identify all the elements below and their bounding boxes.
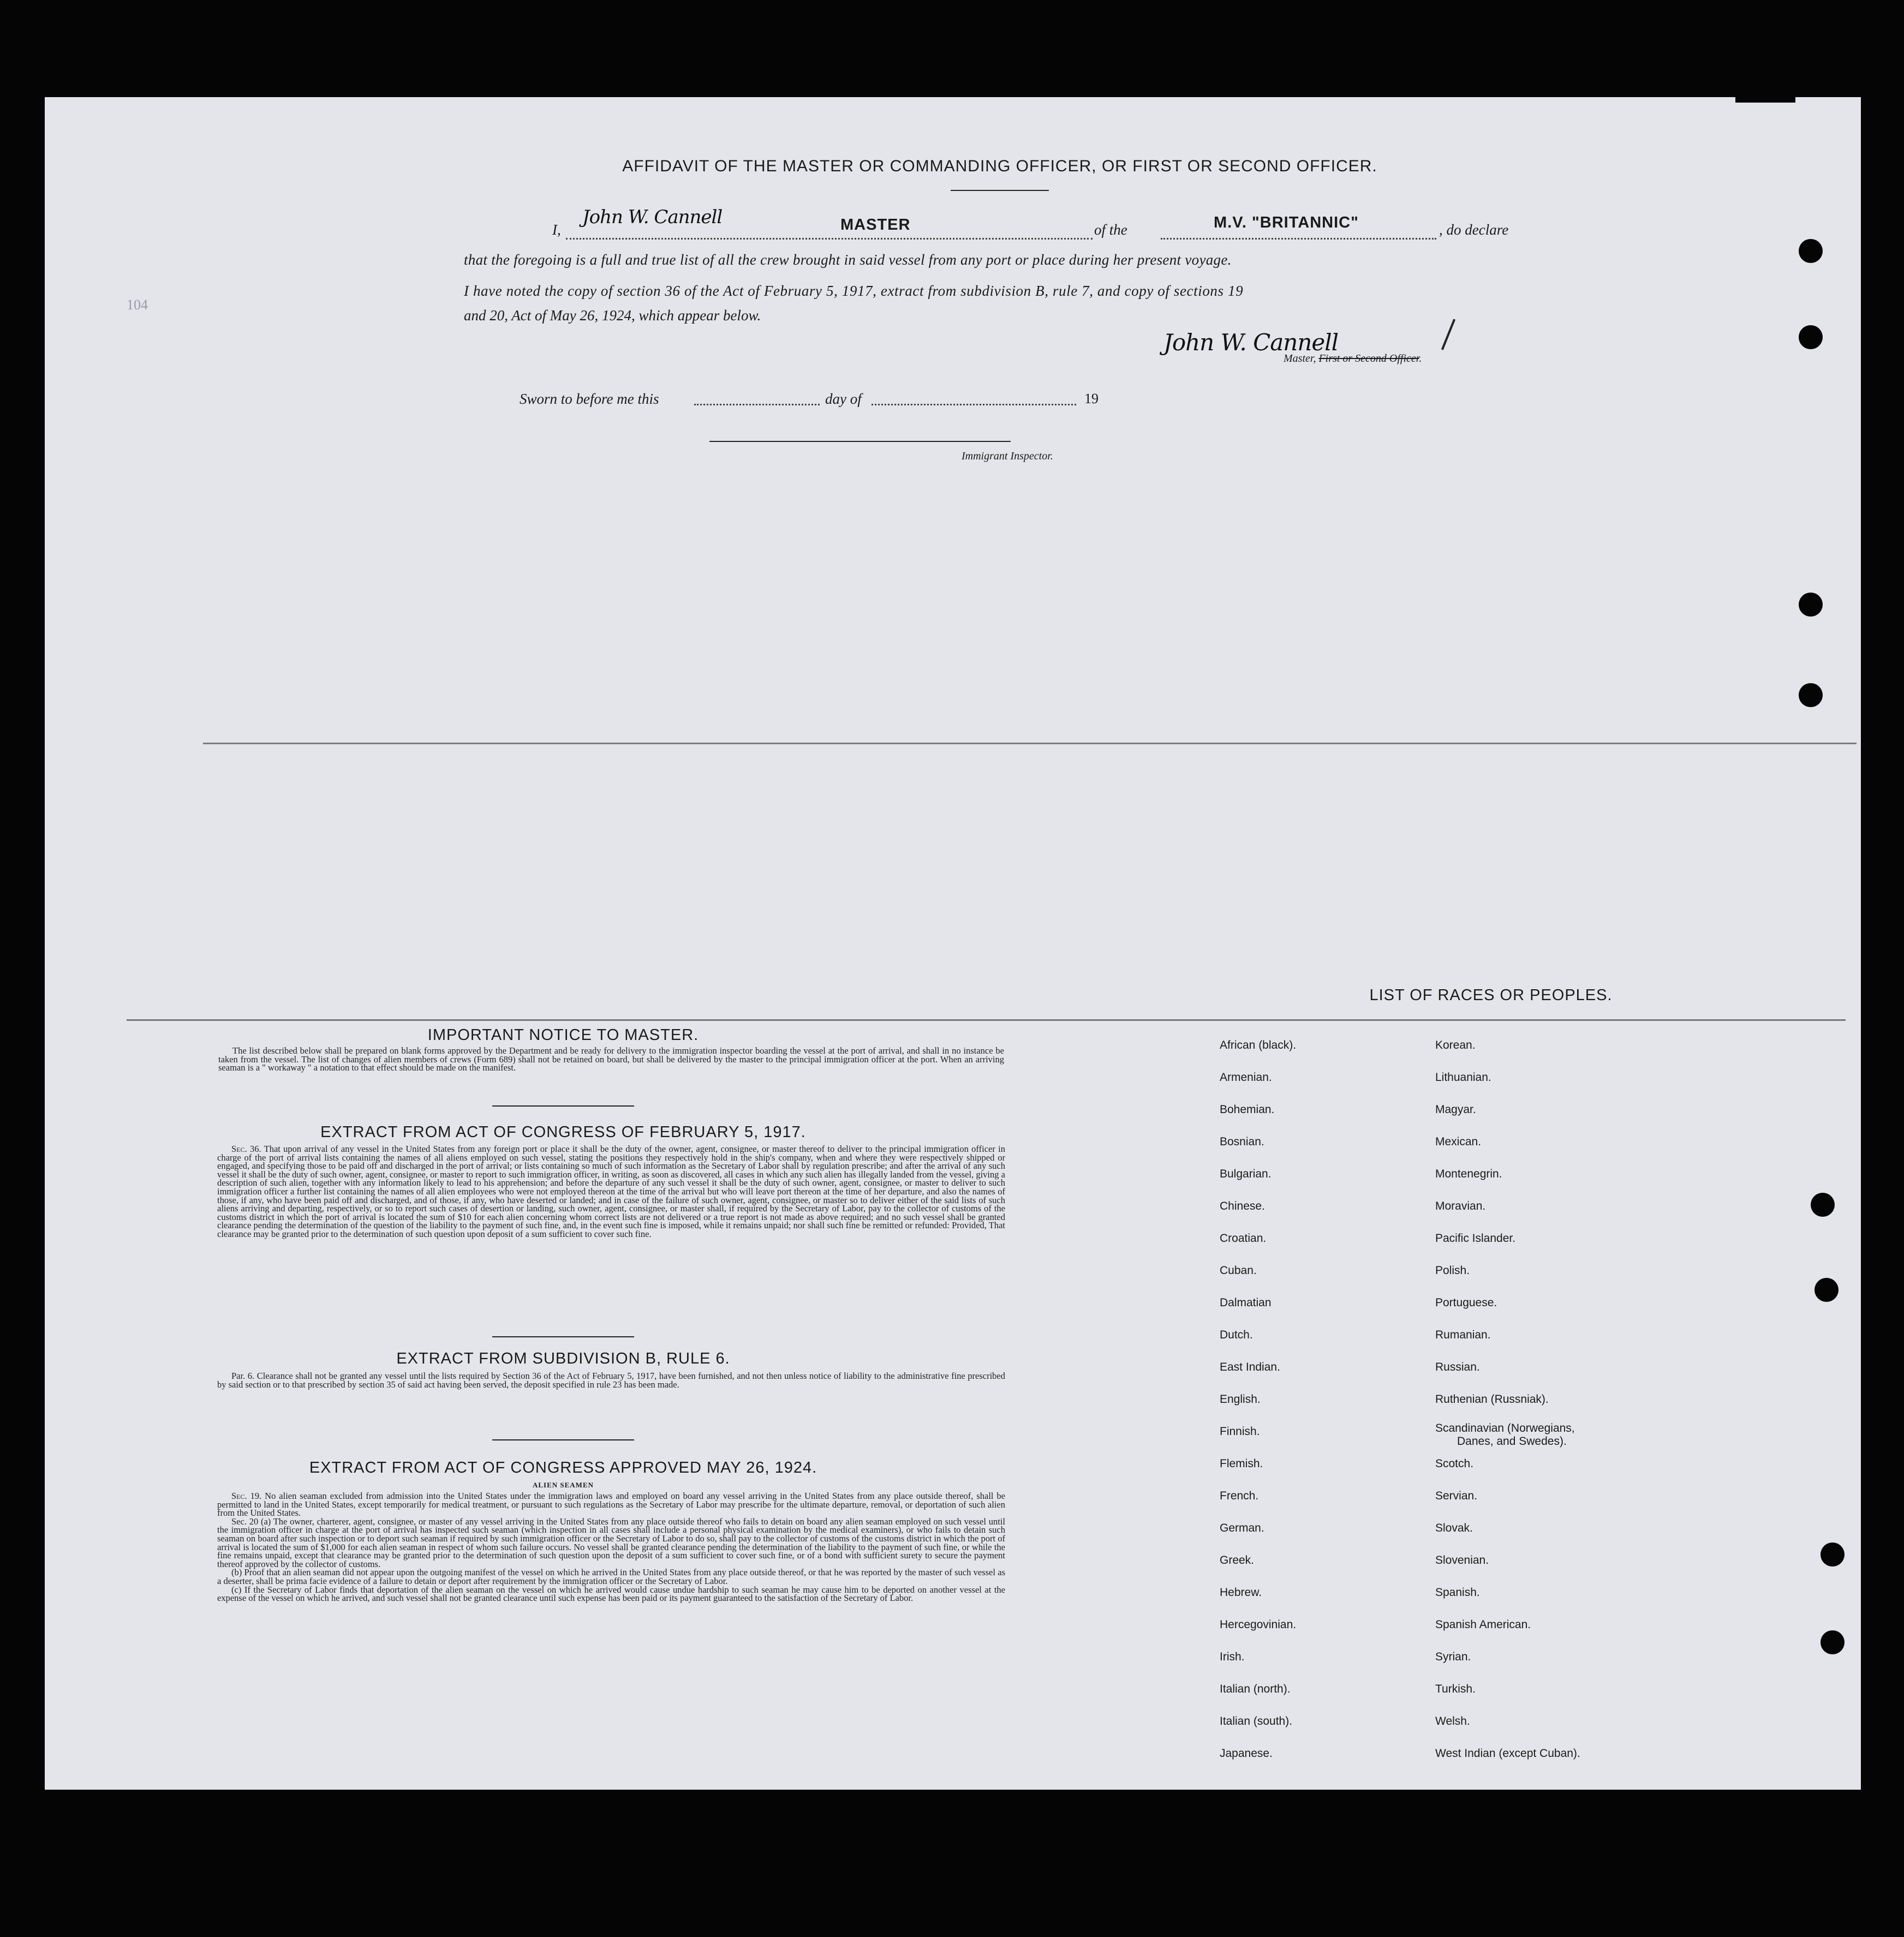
par-6-text: Clearance shall not be granted any vessel until the lists required by Section 36 of the Act of February 5, 1917, have been furnished, and not then unless notice of liability to the administrative fine prescribed by said section or to that prescribed by section 35 of said act having been served, the deposit specified in rule 23 has been made.	[217, 1371, 1005, 1390]
punch-hole	[1821, 1543, 1845, 1567]
race-right-item: Welsh.	[1435, 1715, 1470, 1727]
race-right-item: Slovak.	[1435, 1522, 1473, 1534]
races-title: LIST OF RACES OR PEOPLES.	[1369, 987, 1613, 1004]
sec-19-text	[217, 1492, 1005, 1517]
race-right-item: Syrian.	[1435, 1651, 1471, 1663]
race-right-item: Slovenian.	[1435, 1554, 1489, 1567]
race-right-item-cont: Danes, and Swedes).	[1457, 1435, 1567, 1448]
race-left-item: German.	[1220, 1522, 1264, 1534]
extract-1924-subtitle: ALIEN SEAMEN	[532, 1481, 594, 1489]
sec-19-label: Sec. 19.	[231, 1491, 262, 1501]
of-the-label: of the	[1094, 222, 1127, 238]
sec-20a-text: Sec. 20 (a) The owner, charterer, agent, consignee, or master of any vessel arriving in the United States from any place outside thereof who fails to detain on board any alien seaman employed on such vessel until the immigration officer in charge at the port of arrival has inspected such seaman (which inspection in all cases shall include a personal physical examination by the medical examiners), or who fails to detain such seaman on board after such inspection or to deport such seaman if required by such immigration officer or the Secretary of Labor to do so, shall pay to the collector of customs of the customs district in which the port of arrival is located the sum of $1,000 for each alien seaman in respect of whom such failure occurs. No vessel shall be granted clearance pending the determination of the liability to the payment of such fine, or while the fine remains unpaid, except that clearance may be granted prior to the determination of such question upon the deposit of a sum sufficient to cover such fine, or of a bond with sufficient surety to secure the payment thereof approved by the collector of customs.	[217, 1516, 1005, 1569]
race-left-item: Finnish.	[1220, 1425, 1260, 1438]
race-left-item: Italian (south).	[1220, 1715, 1293, 1727]
sworn-day-line	[694, 404, 820, 405]
rule6-body	[217, 1372, 1005, 1389]
race-left-item: East Indian.	[1220, 1361, 1280, 1373]
sec-36-label: Sec. 36.	[231, 1144, 261, 1154]
sworn-month-line	[872, 404, 1076, 405]
race-right-item: Russian.	[1435, 1361, 1480, 1373]
extract-1917-title: EXTRACT FROM ACT OF CONGRESS OF FEBRUARY 5, 1917.	[320, 1123, 806, 1141]
race-right-item: Servian.	[1435, 1490, 1478, 1502]
extract-1924-body	[217, 1492, 1005, 1603]
race-right-item: Magyar.	[1435, 1103, 1476, 1116]
caption-end: .	[1419, 352, 1422, 364]
extract-1917-text	[217, 1145, 1005, 1239]
affidavit-line3: I have noted the copy of section 36 of the Act of February 5, 1917, extract from subdivision B, rule 7, and copy of sections 19	[464, 283, 1244, 299]
race-left-item: Bulgarian.	[1220, 1168, 1272, 1180]
notice-body	[218, 1047, 1004, 1072]
race-left-item: Greek.	[1220, 1554, 1255, 1567]
race-right-item: Moravian.	[1435, 1200, 1486, 1212]
race-left-item: Italian (north).	[1220, 1683, 1291, 1695]
race-left-item: Croatian.	[1220, 1232, 1267, 1245]
notice-text: The list described below shall be prepared on blank forms approved by the Department and be ready for delivery to the immigration inspector boarding the vessel at the port of arrival, and shall in no instance be taken from the vessel. The list of changes of alien members of crews (Form 689) shall not be retained on board, but shall be delivered by the master to the principal immigration officer at the port. When an arriving seaman is a " workaway " a notation to that effect should be made on the manifest.	[218, 1045, 1004, 1073]
vessel-line	[1161, 238, 1436, 240]
race-right-item: Ruthenian (Russniak).	[1435, 1393, 1549, 1406]
race-right-item: Montenegrin.	[1435, 1168, 1502, 1180]
race-right-item: Polish.	[1435, 1264, 1470, 1277]
margin-mark: 104	[127, 297, 148, 313]
race-right-item: Mexican.	[1435, 1135, 1482, 1148]
rule6-divider	[492, 1439, 634, 1440]
punch-hole	[1799, 683, 1823, 707]
sec-20c-text: (c) If the Secretary of Labor finds that deportation of the alien seaman on the vessel on which he arrived would cause undue hardship to such seaman he may cause him to be deported on another vessel at the expense of the vessel on which he arrived, and such vessel shall not be granted clearance until such expense has been paid or its payment guaranteed to the satisfaction of the Secretary of Labor.	[217, 1584, 1005, 1604]
race-right-item: Portuguese.	[1435, 1296, 1497, 1309]
affidavit-line1-prefix: I,	[552, 222, 561, 238]
race-left-item: Bohemian.	[1220, 1103, 1275, 1116]
race-left-item: Hebrew.	[1220, 1586, 1262, 1599]
punch-hole	[1799, 239, 1823, 263]
race-right-item: Turkish.	[1435, 1683, 1476, 1695]
do-declare-label: , do declare	[1439, 222, 1509, 238]
affidavit-title: AFFIDAVIT OF THE MASTER OR COMMANDING OFFICER, OR FIRST OR SECOND OFFICER.	[622, 157, 1377, 175]
fold-line	[203, 743, 1857, 744]
race-right-item: Spanish American.	[1435, 1618, 1531, 1631]
race-left-item: Dutch.	[1220, 1329, 1253, 1341]
punch-hole	[1815, 1278, 1839, 1302]
race-left-item: Armenian.	[1220, 1071, 1272, 1084]
par-6-label: Par. 6.	[231, 1371, 255, 1381]
role-filled: MASTER	[840, 216, 911, 234]
race-right-item: Korean.	[1435, 1039, 1476, 1051]
rule6-title: EXTRACT FROM SUBDIVISION B, RULE 6.	[396, 1350, 730, 1367]
extract-1924-title: EXTRACT FROM ACT OF CONGRESS APPROVED MAY 26, 1924.	[309, 1459, 817, 1476]
notice-divider	[492, 1105, 634, 1107]
race-left-item: Japanese.	[1220, 1747, 1273, 1760]
caption-master: Master,	[1284, 352, 1319, 364]
punch-hole	[1799, 325, 1823, 349]
fold-line-lower	[127, 1019, 1846, 1021]
notice-title: IMPORTANT NOTICE TO MASTER.	[427, 1026, 699, 1044]
caption-struck-officer: First or Second Officer	[1318, 352, 1419, 364]
sec-20b-text: (b) Proof that an alien seaman did not appear upon the outgoing manifest of the vessel on which he arrived in the United States from any place outside thereof, or that he was reported by the master of such vessel as a deserter, shall be prima facie evidence of a failure to detain or deport after requirement by the immigration officer or the Secretary of Labor.	[217, 1567, 1005, 1586]
race-left-item: African (black).	[1220, 1039, 1297, 1051]
race-left-item: Chinese.	[1220, 1200, 1265, 1212]
signature-stroke	[1441, 319, 1455, 350]
master-signature: John W. Cannell	[1163, 329, 1339, 356]
punch-hole	[1811, 1193, 1835, 1217]
race-left-item: English.	[1220, 1393, 1261, 1406]
rule6-text	[217, 1372, 1005, 1389]
race-left-item: Dalmatian	[1220, 1296, 1272, 1309]
inspector-signature-line	[709, 441, 1011, 442]
race-right-item: West Indian (except Cuban).	[1435, 1747, 1580, 1760]
race-left-item: Irish.	[1220, 1651, 1245, 1663]
vessel-filled: M.V. "BRITANNIC"	[1214, 214, 1359, 231]
race-right-item: Spanish.	[1435, 1586, 1480, 1599]
extract-1917-divider	[492, 1336, 634, 1337]
race-right-item: Lithuanian.	[1435, 1071, 1491, 1084]
race-right-item: Scotch.	[1435, 1457, 1474, 1470]
master-signature-inline: John W. Cannell	[582, 206, 723, 228]
sec-36-text: That upon arrival of any vessel in the United States from any foreign port or place it shall be the duty of the owner, agent, consignee, or master thereof to deliver to the principal immigration officer in charge of the port of arrival lists containing the names of all aliens employed on such vessel, stating the positions they respectively hold in the ship's company, when and where they were respectively shipped or engaged, and specifying those to be paid off and discharged in the port of arrival; or lists containing so much of such information as the Secretary of Labor shall by regulation prescribe; and after the arrival of any such vessel it shall be the duty of such owner, agent, consignee, or master to report to such immigration officer, in writing, as soon as discovered, all cases in which any such alien has illegally landed from the vessel, giving a description of such alien, together with any information likely to lead to his apprehension; and before the departure of any such vessel it shall be the duty of such owner, agent, consignee, or master to deliver to such immigration officer a further list containing the names of all alien employees who were not employed thereon at the time of the arrival but who will leave port thereon at the time of her departure, and also the names of those, if any, who have been paid off and discharged, and of those, if any, who have deserted or landed; and in case of the failure of such owner, agent, consignee, or master so to deliver either of the said lists of such aliens arriving and departing, respectively, or so to report such cases of desertion or landing, such owner, agent, consignee, or master shall, if required by the Secretary of Labor, pay to the collector of customs of the customs district in which the port of arrival is located the sum of $10 for each alien concerning whom correct lists are not delivered or a true report is not made as above required; and no such vessel shall be granted clearance pending the determination of the question of the liability to the payment of such fine, and, in the event such fine is imposed, while it remains unpaid; nor shall such fine be remitted or refunded: Provided, That clearance may be granted prior to the determination of such question upon deposit of a sum sufficient to cover such fine.	[217, 1144, 1006, 1239]
punch-hole	[1799, 593, 1823, 617]
affidavit-line2: that the foregoing is a full and true list of all the crew brought in said vessel from any port or place during her present voyage.	[464, 252, 1232, 268]
race-right-item: Scandinavian (Norwegians,	[1435, 1422, 1575, 1434]
race-left-item: Flemish.	[1220, 1457, 1263, 1470]
race-right-item: Rumanian.	[1435, 1329, 1491, 1341]
sworn-prefix: Sworn to before me this	[520, 391, 659, 407]
race-left-item: Bosnian.	[1220, 1135, 1264, 1148]
race-left-item: Cuban.	[1220, 1264, 1257, 1277]
sworn-year-label: 19	[1084, 391, 1099, 406]
race-right-item: Pacific Islander.	[1435, 1232, 1516, 1245]
sec-19-body: No alien seaman excluded from admission into the United States under the immigration laws and employed on board any vessel arriving in the United States from any place outside thereof, shall be permitted to land in the United States, except temporarily for medical treatment, or pursuant to such regulations as the Secretary of Labor may prescribe for the ultimate departure, removal, or deportation of such alien from the United States.	[217, 1491, 1006, 1518]
race-left-item: French.	[1220, 1490, 1259, 1502]
sworn-day-label: day of	[825, 391, 862, 407]
document-sheet	[45, 97, 1861, 1790]
title-underline	[951, 190, 1049, 191]
role-line	[566, 238, 1093, 240]
race-left-item: Hercegovinian.	[1220, 1618, 1297, 1631]
signature-caption	[1284, 352, 1422, 365]
inspector-caption: Immigrant Inspector.	[962, 450, 1053, 462]
punch-hole	[1821, 1630, 1845, 1654]
affidavit-line4: and 20, Act of May 26, 1924, which appear below.	[464, 307, 761, 324]
extract-1917-body	[217, 1145, 1005, 1239]
top-tear	[1735, 93, 1795, 103]
